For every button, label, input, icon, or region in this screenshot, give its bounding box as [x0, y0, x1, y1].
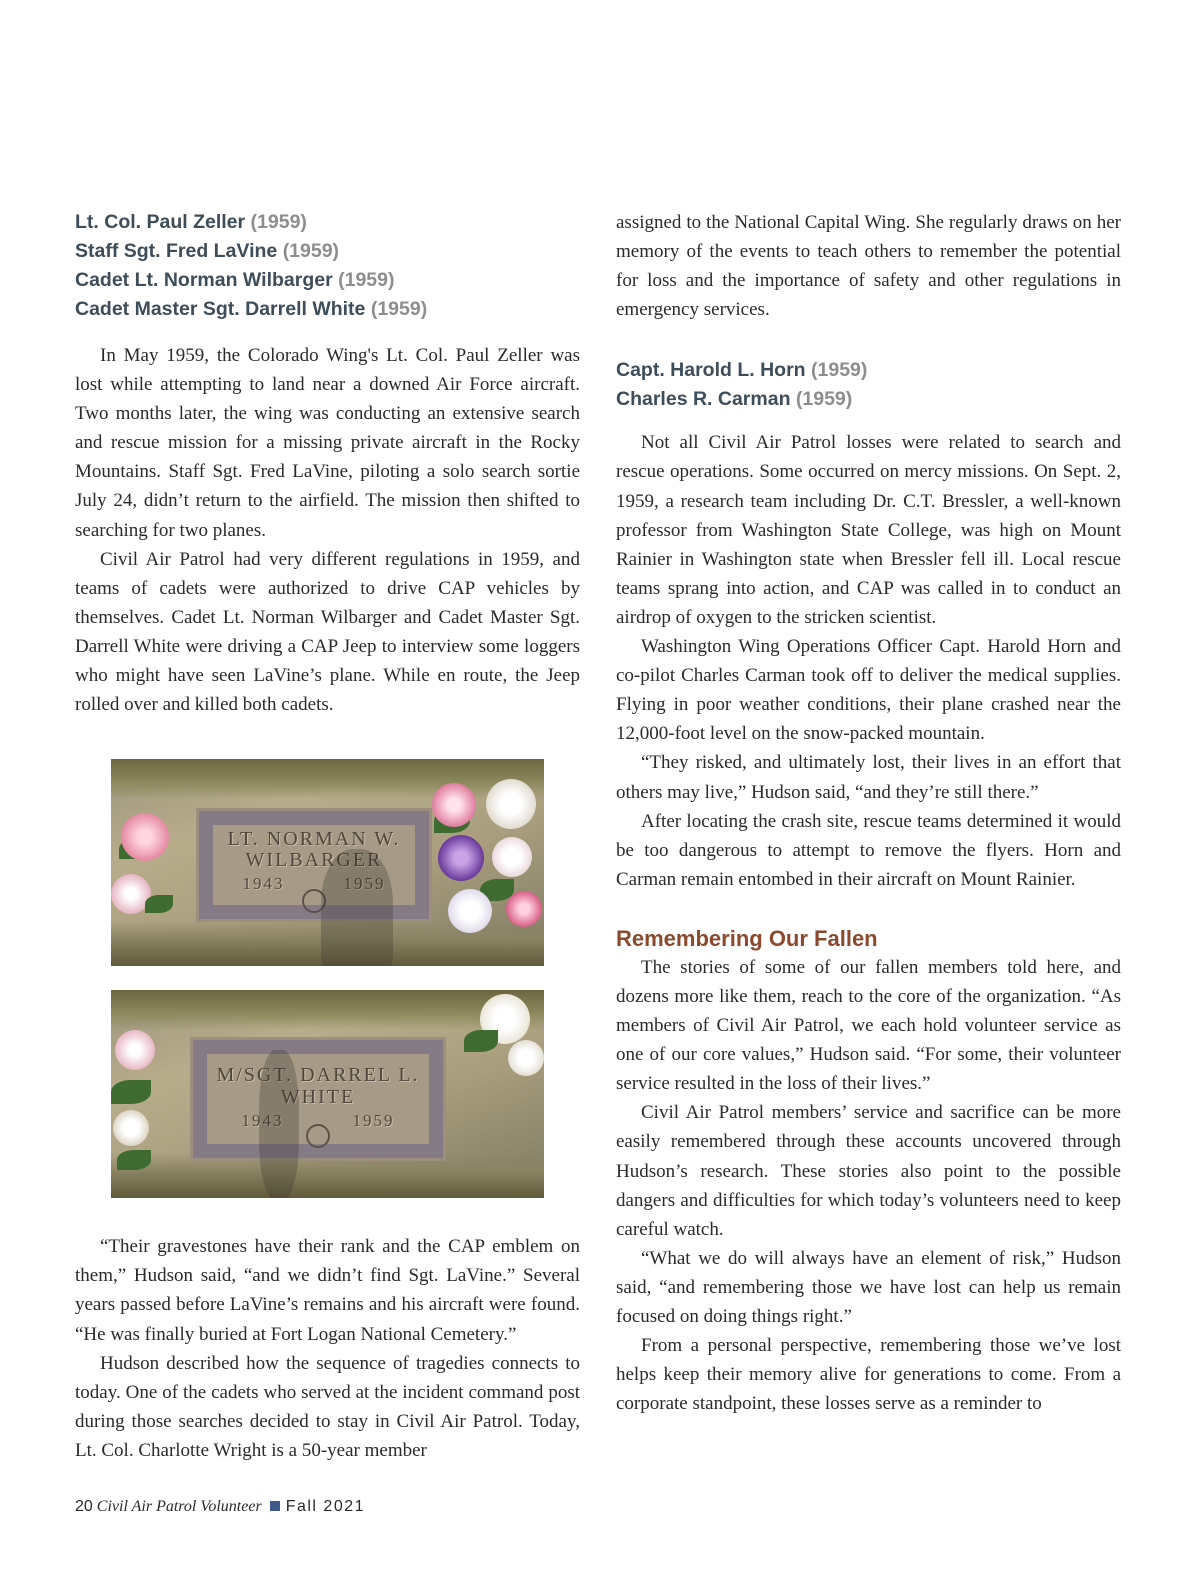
- flowers-left: [111, 1030, 201, 1180]
- gravestone-name-line: WHITE: [280, 1086, 356, 1109]
- paragraph: “Their gravestones have their rank and the CAP emblem on them,” Hudson said, “and we didn’t find Sgt. LaVine.” Several years passed before LaVine’s remains and his aircraft were found. “He was finally buried at Fort Logan National Cemetery.”: [75, 1236, 580, 1345]
- gravestone-birth-year: 1943: [242, 874, 285, 894]
- paragraph: “They risked, and ultimately lost, their lives in an effort that others may live,” Hudson said, “and they’re still there.”: [616, 752, 1121, 803]
- flowers-right: [424, 990, 544, 1170]
- square-bullet-icon: [270, 1501, 280, 1511]
- paragraph: Not all Civil Air Patrol losses were related to search and rescue operations. Some occurred on mercy missions. On Sept. 2, 1959, a research team including Dr. C.T. Bressler, a well-known professor from Washington State College, was high on Mount Rainier in Washington state when Bressler fell ill. Local rescue teams sprang into action, and CAP was called in to conduct an airdrop of oxygen to the stricken scientist.: [616, 432, 1121, 628]
- gravestone-name-line: WILBARGER: [245, 849, 383, 872]
- article-body-mount-rainier: [616, 428, 1121, 894]
- paragraph: In May 1959, the Colorado Wing's Lt. Col. Paul Zeller was lost while attempting to land near a downed Air Force aircraft. Two months later, the wing was conducting an extensive search and rescue mission for a missing private aircraft in the Rocky Mountains. Staff Sgt. Fred LaVine, piloting a solo search sortie July 24, didn’t return to the airfield. The mission then shifted to searching for two planes.: [75, 345, 580, 541]
- honoree-name: Cadet Master Sgt. Darrell White (1959): [75, 298, 428, 320]
- gravestone-death-year: 1959: [352, 1111, 395, 1131]
- honoree-name: Charles R. Carman (1959): [616, 388, 853, 411]
- honoree-name: Capt. Harold L. Horn (1959): [616, 359, 868, 382]
- honoree-name: Cadet Lt. Norman Wilbarger (1959): [75, 269, 395, 291]
- gravestone-photo-white: [111, 990, 544, 1198]
- section-heading: Remembering Our Fallen: [616, 925, 878, 951]
- article-body-remembering: [616, 953, 1121, 1419]
- photographer-shadow: [321, 849, 393, 966]
- left-column: [75, 208, 580, 1465]
- honoree-name: Lt. Col. Paul Zeller (1959): [75, 211, 307, 233]
- gravestone-death-year: 1959: [343, 874, 386, 894]
- paragraph: After locating the crash site, rescue teams determined it would be too dangerous to attempt to remove the flyers. Horn and Carman remain entombed in their aircraft on Mount Rainier.: [616, 810, 1121, 890]
- honoree-name: Staff Sgt. Fred LaVine (1959): [75, 240, 340, 262]
- article-body-colorado: [75, 341, 580, 719]
- paragraph: Civil Air Patrol had very different regulations in 1959, and teams of cadets were authorized to drive CAP vehicles by themselves. Cadet Lt. Norman Wilbarger and Cadet Master Sgt. Darrell White were driving a CAP Jeep to interview some loggers who might have seen LaVine’s plane. While en route, the Jeep rolled over and killed both cadets.: [75, 548, 580, 716]
- page-number: 20: [75, 1498, 93, 1515]
- paragraph: Civil Air Patrol members’ service and sacrifice can be more easily remembered through these accounts uncovered through Hudson’s research. These stories also point to the possible dangers and difficulties for which today’s volunteers need to keep careful watch.: [616, 1102, 1121, 1240]
- magazine-title: Civil Air Patrol Volunteer: [96, 1498, 262, 1515]
- gravestone-rank-line: LT. NORMAN W.: [227, 828, 401, 851]
- cap-emblem-icon: [306, 1124, 330, 1148]
- flowers-left: [111, 799, 201, 949]
- gravestone-birth-year: 1943: [241, 1111, 284, 1131]
- issue-date: Fall 2021: [285, 1498, 366, 1515]
- paragraph: “What we do will always have an element of risk,” Hudson said, “and remembering those we have lost can help us remain focused on doing things right.”: [616, 1247, 1121, 1327]
- article-body-gravestones: [75, 1232, 580, 1465]
- page-footer: [75, 1498, 365, 1516]
- paragraph: From a personal perspective, remembering those we’ve lost helps keep their memory alive for generations to come. From a corporate standpoint, these losses serve as a reminder to: [616, 1335, 1121, 1415]
- right-column: [616, 208, 1121, 1418]
- paragraph: assigned to the National Capital Wing. She regularly draws on her memory of the events to teach others to remember the potential for loss and the importance of safety and other regulations in emergency services.: [616, 212, 1121, 321]
- paragraph: Hudson described how the sequence of tragedies connects to today. One of the cadets who served at the incident command post during those searches decided to stay in Civil Air Patrol. Today, Lt. Col. Charlotte Wright is a 50-year member: [75, 1352, 580, 1461]
- paragraph: The stories of some of our fallen members told here, and dozens more like them, reach to the core of the organization. “As members of Civil Air Patrol, we each hold volunteer service as one of our core values,” Hudson said. “For some, their volunteer service resulted in the loss of their lives.”: [616, 956, 1121, 1095]
- gravestone-photo-wilbarger: [111, 759, 544, 966]
- gravestone: [193, 1040, 443, 1158]
- gravestone: [199, 811, 429, 919]
- honoree-names-1959: [75, 208, 580, 324]
- gravestone-rank-line: M/SGT. DARREL L.: [216, 1064, 420, 1087]
- honoree-names-mount-rainier: [616, 356, 1121, 414]
- paragraph: Washington Wing Operations Officer Capt. Harold Horn and co-pilot Charles Carman took off to deliver the medical supplies. Flying in poor weather conditions, their plane crashed near the 12,000-foot level on the snow-packed mountain.: [616, 636, 1121, 745]
- flowers-right: [424, 779, 544, 959]
- article-body-continuation: [616, 208, 1121, 324]
- photographer-shadow: [259, 1050, 299, 1198]
